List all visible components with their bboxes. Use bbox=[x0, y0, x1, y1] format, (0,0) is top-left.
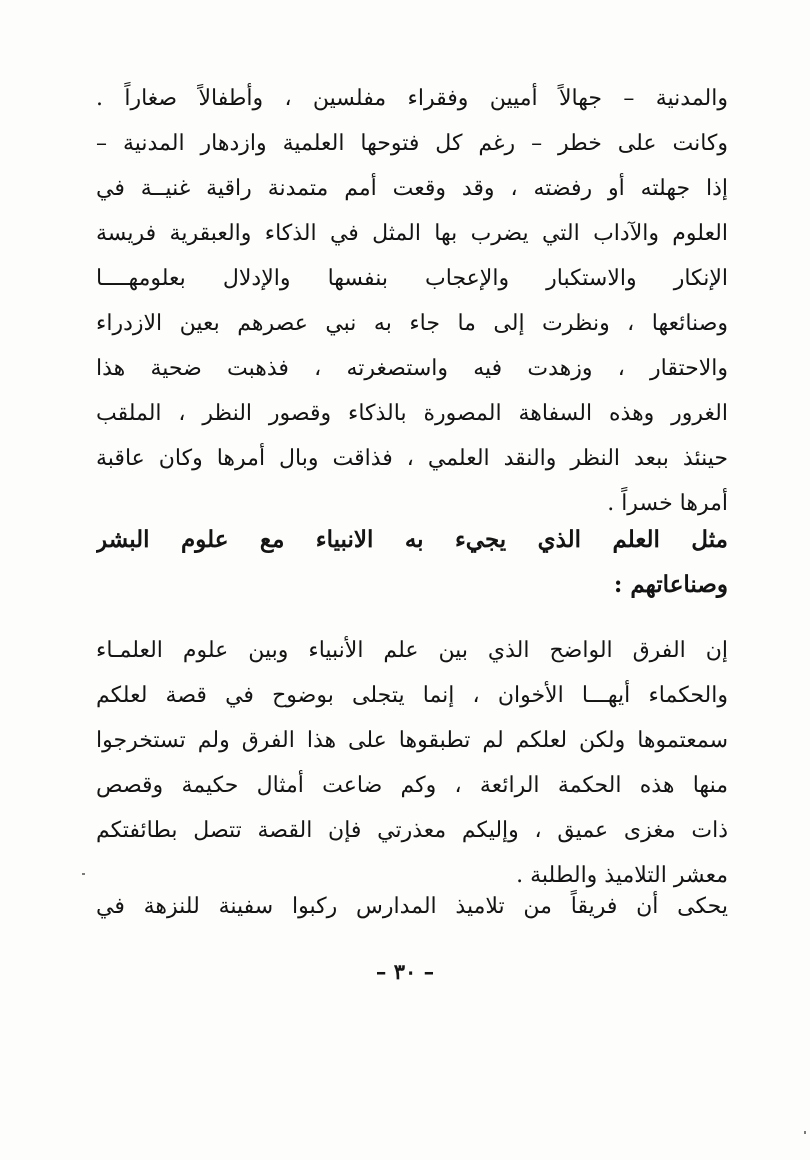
text-line: منها هذه الحكمة الرائعة ، وكم ضاعت أمثال حكيمة وقصص bbox=[96, 773, 728, 798]
paragraph-1 bbox=[96, 76, 728, 526]
text-line: العلوم والآداب التي يضرب بها المثل في الذكاء والعبقرية فريسة bbox=[96, 221, 728, 246]
text-line: إن الفرق الواضح الذي بين علم الأنبياء وبين علوم العلمـاء bbox=[96, 638, 728, 663]
text-line: أمرها خسراً . bbox=[607, 491, 728, 516]
text-line: وصنائعها ، ونظرت إلى ما جاء به نبي عصرهم بعين الازدراء bbox=[96, 311, 728, 336]
paragraph-2 bbox=[96, 628, 728, 898]
text-line: والحكماء أيهـــا الأخوان ، إنما يتجلى بوضوح في قصة لعلكم bbox=[96, 683, 728, 708]
paragraph-3 bbox=[96, 884, 728, 929]
text-line: والاحتقار ، وزهدت فيه واستصغرته ، فذهبت ضحية هذا bbox=[96, 356, 728, 381]
scan-mark bbox=[804, 1131, 806, 1134]
section-heading bbox=[96, 517, 728, 607]
text-line: وكانت على خطر – رغم كل فتوحها العلمية وازدهار المدنية – bbox=[96, 131, 728, 156]
text-line: سمعتموها ولكن لعلكم لم تطبقوها على هذا الفرق ولم تستخرجوا bbox=[96, 728, 728, 753]
text-line: إذا جهلته أو رفضته ، وقد وقعت أمم متمدنة راقية غنيــة في bbox=[96, 176, 728, 201]
heading-line: وصناعاتهم : bbox=[613, 571, 728, 598]
text-line: الإنكار والاستكبار والإعجاب بنفسها والإدلال بعلومهــــا bbox=[96, 266, 728, 291]
text-line: الغرور وهذه السفاهة المصورة بالذكاء وقصور النظر ، الملقب bbox=[96, 401, 728, 426]
heading-line: مثل العلم الذي يجيء به الانبياء مع علوم البشر bbox=[96, 526, 728, 553]
scan-mark bbox=[82, 873, 85, 875]
text-line: حينئذ ببعد النظر والنقد العلمي ، فذاقت وبال أمرها وكان عاقبة bbox=[96, 446, 728, 471]
text-line: والمدنية – جهالاً أميين وفقراء مفلسين ، وأطفالاً صغاراً . bbox=[96, 86, 728, 111]
text-line: ذات مغزى عميق ، وإليكم معذرتي فإن القصة تتصل بطائفتكم bbox=[96, 818, 728, 843]
text-line: يحكى أن فريقاً من تلاميذ المدارس ركبوا سفينة للنزهة في bbox=[96, 894, 728, 919]
text-line: معشر التلاميذ والطلبة . bbox=[516, 863, 728, 888]
page-number: – ٣٠ – bbox=[375, 959, 435, 984]
